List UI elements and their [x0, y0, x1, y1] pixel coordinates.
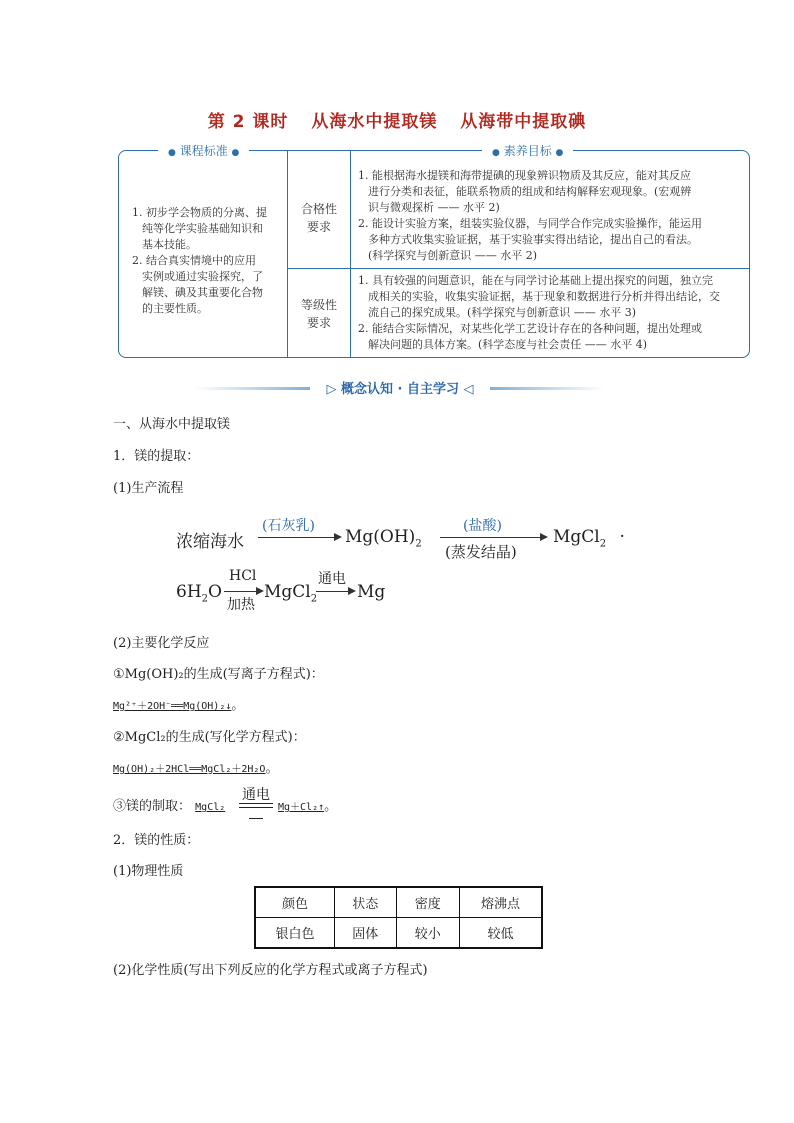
title-topic-1: 从海水中提取镁: [311, 112, 438, 132]
literacy-goal-label: ● 素养目标 ●: [482, 143, 573, 159]
level-1-text: 1. 能根据海水提镁和海带提碘的现象辨识物质及其反应，能对其反应 进行分类和表征，能联系物质的组成和结构解释宏观现象。(宏观辨 识与微观探析 —— 水平 2) 2. 能设计实验方案，组装实验仪器，与同学合作完成实验操作，能运用 多种方式收集实验证据，基于实验事实得出结论，提出自己的看法。 (科学探究与创新意识 —— 水平 2): [358, 169, 702, 262]
reaction-3-right: Mg＋Cl₂↑: [278, 802, 325, 813]
table-header-cell: 颜色: [255, 887, 335, 918]
flow-arrow-3: [224, 591, 256, 592]
bullet-icon: ●: [492, 148, 500, 158]
reaction-2-equation: Mg(OH)₂＋2HCl══MgCl₂＋2H₂O: [113, 764, 266, 775]
flow-reagent-3-below: 加热: [227, 597, 255, 613]
flow-mid-3: MgCl$_2$: [264, 582, 318, 605]
level-1-label: 合格性 要求: [300, 202, 337, 234]
table-header-cell: 密度: [396, 887, 459, 918]
level-2-text: 1. 具有较强的问题意识，能在与同学讨论基础上提出探究的问题，独立完 成相关的实验，收集实验证据，基于现象和数据进行分析并得出结论，交 流自己的探究成果。(科学探究与创新意识 —— 水平 3) 2. 能结合实际情况，对某些化学工艺设计存在的各种问题，提出处理或 解决问题的具体方案。(科学态度与社会责任 —— 水平 4): [358, 274, 720, 351]
table-cell: 较小: [396, 918, 459, 949]
subsection-label: (2)主要化学反应: [113, 636, 210, 651]
table-header-row: [255, 887, 542, 918]
subsection-label: (1)生产流程: [113, 481, 184, 496]
flow-reagent-2-below: (蒸发结晶): [445, 543, 517, 561]
arrow-head-icon: [334, 533, 342, 541]
reaction-3: ③镁的制取： MgCl₂: [113, 799, 226, 814]
arrow-head-icon: [348, 587, 356, 595]
reaction-2: Mg(OH)₂＋2HCl══MgCl₂＋2H₂O。: [113, 761, 279, 776]
flow-end: Mg: [357, 582, 386, 602]
arrow-head-icon: [540, 533, 548, 541]
course-standard-text: 1. 初步学会物质的分离、提 纯等化学实验基础知识和 基本技能。 2. 结合真实情境中的应用 实例或通过实验探究，了 解镁、碘及其重要化合物 的主要性质。: [132, 206, 267, 315]
reaction-3-left: MgCl₂: [195, 802, 226, 813]
banner-bar-left: [195, 387, 310, 390]
underline-mark: [249, 818, 263, 819]
table-cell: 固体: [335, 918, 397, 949]
flow-reagent-3-above: HCl: [229, 568, 257, 584]
physical-properties-table: [254, 886, 543, 949]
flow-reagent-2: (盐酸): [463, 518, 502, 534]
flow-hydrate: $6H_2O$: [176, 582, 222, 605]
banner-text: ▷ 概念认知 · 自主学习 ◁: [326, 382, 474, 397]
subsection-heading: 2．镁的性质：: [113, 833, 200, 848]
reaction-1-equation: Mg²⁺＋2OH⁻══Mg(OH)₂↓: [113, 701, 232, 712]
reaction-3-right-wrap: Mg＋Cl₂↑。: [278, 799, 338, 814]
reaction-1: Mg²⁺＋2OH⁻══Mg(OH)₂↓。: [113, 698, 245, 713]
equal-sign-line: [239, 807, 273, 808]
flow-arrow-2: [440, 537, 540, 538]
flow-arrow-1: [258, 537, 334, 538]
section-banner: [195, 378, 605, 398]
reaction-1-label: ①Mg(OH)₂的生成(写离子方程式)：: [113, 667, 324, 682]
subsection-label: (2)化学性质(写出下列反应的化学方程式或离子方程式): [113, 963, 428, 978]
table-header-cell: 熔沸点: [460, 887, 542, 918]
section-heading: 一、从海水中提取镁: [113, 417, 231, 432]
lesson-number: 第 2 课时: [207, 112, 289, 132]
equal-sign-line: [239, 803, 273, 804]
row-divider: [287, 268, 750, 269]
title-topic-2: 从海带中提取碘: [460, 112, 587, 132]
subsection-label: (1)物理性质: [113, 864, 184, 879]
reaction-3-condition: 通电: [242, 787, 270, 803]
subsection-heading: 1．镁的提取：: [113, 449, 200, 464]
bullet-icon: ●: [168, 148, 176, 158]
flow-start: 浓缩海水: [176, 532, 244, 552]
flow-mid-1: $Mg(OH)_2$: [345, 527, 422, 550]
flow-arrow-4: [316, 591, 348, 592]
table-cell: 较低: [460, 918, 542, 949]
flow-mid-2: MgCl$_2$ ·: [553, 527, 625, 550]
flow-reagent-4: 通电: [318, 571, 346, 587]
column-divider-2: [350, 150, 351, 358]
bullet-icon: ●: [231, 148, 240, 158]
table-header-cell: 状态: [335, 887, 397, 918]
flow-reagent-1: (石灰乳): [262, 518, 315, 534]
course-standard-label: ● 课程标准 ●: [158, 143, 249, 159]
table-cell: 银白色: [255, 918, 335, 949]
level-2-label: 等级性 要求: [300, 298, 337, 330]
banner-bar-right: [490, 387, 605, 390]
reaction-2-label: ②MgCl₂的生成(写化学方程式)：: [113, 730, 306, 745]
page-title: [0, 107, 794, 132]
table-row: [255, 918, 542, 949]
arrow-head-icon: [256, 587, 264, 595]
bullet-icon: ●: [555, 148, 564, 158]
